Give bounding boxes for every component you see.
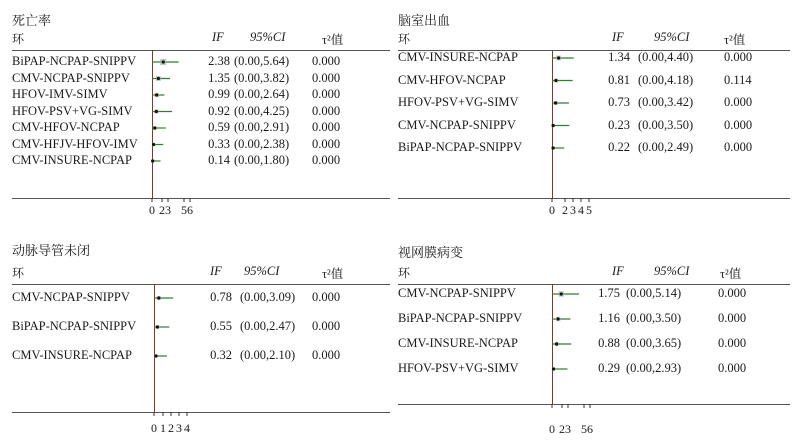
point-estimate: [557, 56, 560, 59]
row-ci: (0.00,3.50): [638, 117, 694, 132]
row-tau: 0.000: [724, 50, 753, 64]
row-tau: 0.000: [312, 136, 341, 151]
header-ring: 环: [398, 32, 411, 46]
row-tau: 0.000: [312, 120, 341, 134]
row-ci: (0.00,4.18): [638, 72, 694, 87]
row-tau: 0.000: [718, 311, 747, 325]
row-ci: (0.00,5.14): [626, 286, 682, 300]
row-label: CMV-NCPAP-SNIPPV: [12, 290, 130, 304]
point-estimate: [162, 60, 165, 63]
row-label: CMV-HFJV-HFOV-IMV: [12, 136, 138, 151]
point-estimate: [156, 325, 159, 328]
axis-tick-label: 0: [149, 203, 155, 217]
axis-tick-label: 0: [549, 203, 555, 217]
axis-tick-label: 5: [581, 422, 587, 436]
row-label: BiPAP-NCPAP-SNIPPV: [12, 54, 137, 68]
row-label: HFOV-IMV-SIMV: [12, 87, 108, 101]
axis-tick-label: 4: [578, 203, 584, 217]
row-if: 0.81: [608, 72, 630, 87]
point-estimate: [554, 101, 557, 104]
row-label: HFOV-PSV+VG-SIMV: [398, 361, 519, 375]
point-estimate: [154, 354, 157, 357]
row-ci: (0.00,4.40): [638, 50, 694, 64]
row-label: BiPAP-NCPAP-SNIPPV: [398, 140, 523, 154]
row-tau: 0.000: [312, 290, 341, 304]
row-tau: 0.000: [724, 117, 753, 132]
row-ci: (0.00,3.42): [638, 95, 694, 109]
header-if: IF: [210, 264, 222, 278]
point-estimate: [554, 79, 557, 82]
row-if: 0.29: [598, 361, 620, 375]
point-estimate: [157, 296, 160, 299]
header-ci: 95%CI: [244, 264, 280, 278]
row-if: 0.99: [208, 87, 230, 101]
row-tau: 0.000: [718, 286, 747, 300]
forest-panel-4: [398, 240, 790, 440]
row-tau: 0.000: [312, 70, 341, 85]
header-ci: 95%CI: [654, 30, 690, 44]
row-ci: (0.00,2.93): [626, 361, 682, 375]
row-label: CMV-NCPAP-SNIPPV: [398, 286, 516, 300]
row-tau: 0.000: [312, 153, 341, 167]
axis-tick-label: 0: [549, 422, 555, 436]
panel-title: 死亡率: [12, 14, 52, 29]
row-ci: (0.00,2.10): [240, 348, 296, 362]
row-label: CMV-NCPAP-SNIPPV: [398, 117, 516, 132]
row-tau: 0.000: [312, 87, 341, 101]
row-label: BiPAP-NCPAP-SNIPPV: [398, 311, 523, 325]
row-ci: (0.00,1.80): [234, 153, 290, 167]
axis-tick-label: 2: [168, 421, 174, 435]
row-tau: 0.000: [724, 140, 753, 154]
row-if: 0.22: [608, 140, 630, 154]
header-if: IF: [612, 30, 624, 44]
header-if: IF: [612, 264, 624, 278]
axis-tick-label: 1: [160, 421, 166, 435]
forest-marks: [12, 240, 390, 440]
point-estimate: [555, 342, 558, 345]
header-tau: τ²值: [322, 267, 344, 281]
row-tau: 0.000: [312, 103, 341, 118]
forest-panel-2: [398, 10, 790, 217]
axis-tick-label: 6: [187, 203, 193, 217]
row-ci: (0.00,2.38): [234, 136, 290, 151]
header-ci: 95%CI: [250, 30, 286, 44]
row-ci: (0.00,3.82): [234, 70, 290, 85]
row-if: 0.59: [208, 120, 230, 134]
row-tau: 0.000: [718, 336, 747, 350]
row-label: CMV-INSURE-NCPAP: [12, 153, 132, 167]
axis-tick-label: 2: [159, 203, 165, 217]
forest-panel-1: [12, 10, 390, 217]
row-label: CMV-HFOV-NCPAP: [12, 120, 120, 134]
header-ring: 环: [398, 266, 411, 280]
row-if: 0.73: [608, 95, 630, 109]
row-tau: 0.000: [312, 54, 341, 68]
row-if: 0.33: [208, 136, 230, 151]
row-if: 1.35: [208, 70, 230, 85]
point-estimate: [557, 317, 560, 320]
axis-tick-label: 3: [176, 421, 182, 435]
axis-tick-label: 6: [587, 422, 593, 436]
panel-title: 视网膜病变: [398, 246, 464, 261]
panel-title: 动脉导管未闭: [12, 244, 91, 259]
row-if: 0.32: [210, 348, 232, 362]
row-ci: (0.00,2.47): [240, 319, 296, 333]
row-ci: (0.00,5.64): [234, 54, 290, 68]
point-estimate: [552, 367, 555, 370]
row-label: BiPAP-NCPAP-SNIPPV: [12, 319, 137, 333]
header-tau: τ²值: [720, 267, 742, 281]
point-estimate: [560, 292, 563, 295]
forest-panel-3: [12, 240, 390, 440]
header-ring: 环: [12, 266, 25, 280]
axis-tick-label: 2: [559, 422, 565, 436]
row-if: 0.88: [598, 336, 620, 350]
row-tau: 0.000: [718, 361, 747, 375]
row-label: HFOV-PSV+VG-SIMV: [12, 103, 133, 118]
row-ci: (0.00,4.25): [234, 103, 290, 118]
axis-tick-label: 3: [570, 203, 576, 217]
axis-tick-label: 3: [165, 203, 171, 217]
row-label: CMV-HFOV-NCPAP: [398, 72, 506, 87]
row-label: HFOV-PSV+VG-SIMV: [398, 95, 519, 109]
axis-tick-label: 4: [184, 421, 190, 435]
row-ci: (0.00,3.50): [626, 311, 682, 325]
row-if: 0.23: [608, 117, 630, 132]
header-ring: 环: [12, 32, 25, 46]
row-tau: 0.000: [312, 348, 341, 362]
row-if: 2.38: [208, 54, 230, 68]
row-if: 0.14: [208, 153, 230, 167]
row-tau: 0.000: [724, 95, 753, 109]
header-ci: 95%CI: [654, 264, 690, 278]
point-estimate: [152, 143, 155, 146]
row-ci: (0.00,2.64): [234, 87, 290, 101]
point-estimate: [153, 126, 156, 129]
point-estimate: [551, 146, 554, 149]
row-if: 0.92: [208, 103, 230, 118]
row-label: CMV-INSURE-NCPAP: [398, 336, 518, 350]
point-estimate: [151, 159, 154, 162]
row-if: 1.16: [598, 311, 620, 325]
header-tau: τ²值: [322, 33, 344, 47]
point-estimate: [155, 110, 158, 113]
row-tau: 0.114: [724, 72, 752, 87]
axis-tick-label: 2: [562, 203, 568, 217]
point-estimate: [155, 93, 158, 96]
header-tau: τ²值: [724, 33, 746, 47]
row-label: CMV-NCPAP-SNIPPV: [12, 70, 130, 85]
forest-marks: [398, 10, 790, 210]
point-estimate: [157, 77, 160, 80]
row-ci: (0.00,2.91): [234, 120, 290, 134]
axis-tick-label: 5: [181, 203, 187, 217]
row-ci: (0.00,3.65): [626, 336, 682, 350]
axis-tick-label: 5: [586, 203, 592, 217]
axis-tick-label: 0: [151, 421, 157, 435]
row-ci: (0.00,3.09): [240, 290, 296, 304]
header-if: IF: [212, 30, 224, 44]
row-if: 1.34: [608, 50, 630, 64]
axis-tick-label: 3: [565, 422, 571, 436]
row-if: 0.55: [210, 319, 232, 333]
row-ci: (0.00,2.49): [638, 140, 694, 154]
point-estimate: [552, 124, 555, 127]
panel-title: 脑室出血: [398, 14, 451, 29]
row-if: 1.75: [598, 286, 620, 300]
row-tau: 0.000: [312, 319, 341, 333]
row-label: CMV-INSURE-NCPAP: [12, 348, 132, 362]
row-label: CMV-INSURE-NCPAP: [398, 50, 518, 64]
row-if: 0.78: [210, 290, 232, 304]
